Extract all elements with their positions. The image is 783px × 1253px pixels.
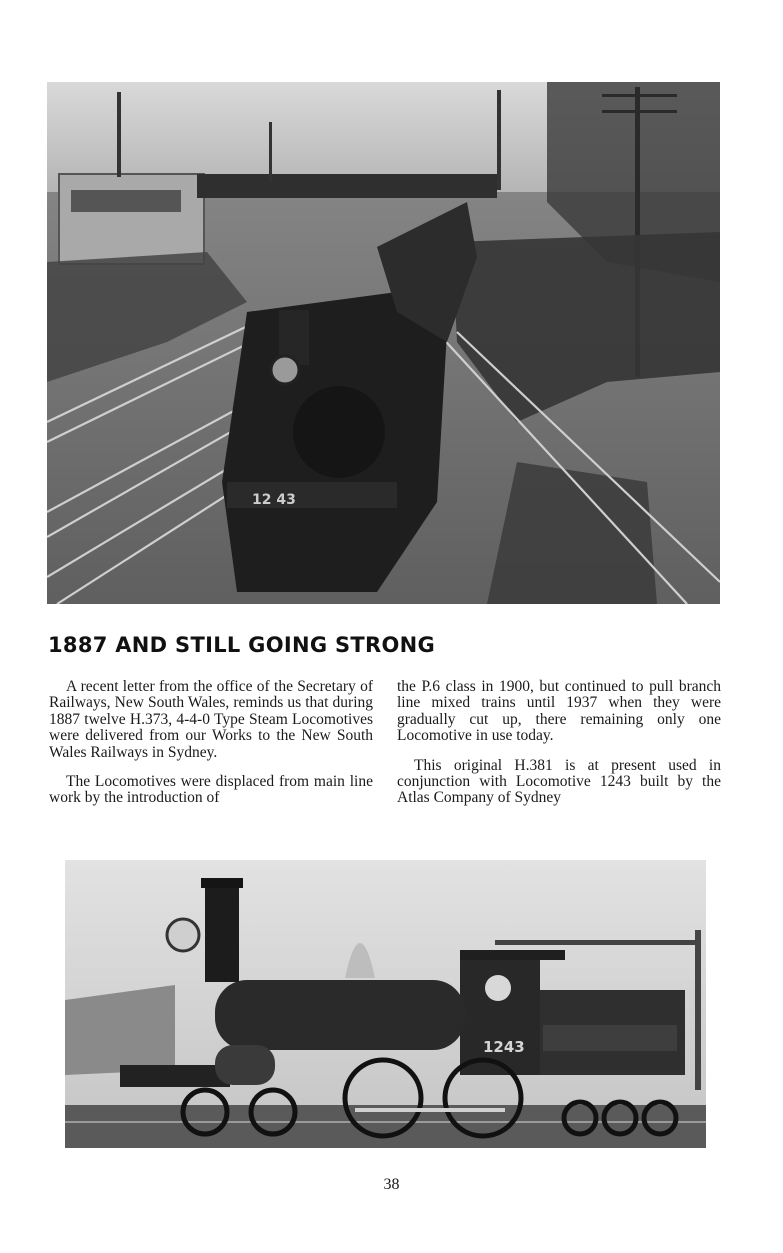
photo-crowd-locomotive bbox=[47, 82, 720, 604]
paragraph: the P.6 class in 1900, but continued to pull branch line mixed trains until 1937 when they were gradually cut up, there remaining only one Locomotive in use today. bbox=[397, 678, 721, 745]
paragraph: A recent letter from the office of the Secretary of Railways, New South Wales, reminds us that during 1887 twelve H.373, 4-4-0 Type Steam Locomotives were delivered from our Works to the New South Wales Railways in Sydney. bbox=[49, 678, 373, 761]
paragraph: This original H.381 is at present used in conjunction with Locomotive 1243 built by the Atlas Company of Sydney bbox=[397, 756, 721, 807]
locomotive-number-top: 12 43 bbox=[252, 492, 296, 508]
locomotive-number-bottom: 1243 bbox=[483, 1038, 525, 1056]
text-column-right bbox=[397, 679, 721, 820]
paragraph: The Locomotives were displaced from main line work by the introduction of bbox=[49, 773, 373, 807]
photo-locomotive-1243-drawing bbox=[65, 860, 706, 1148]
text-column-left bbox=[49, 679, 373, 820]
page-number: 38 bbox=[383, 1176, 400, 1193]
photo-crowd-locomotive-drawing bbox=[47, 82, 720, 604]
article-heading: 1887 AND STILL GOING STRONG bbox=[48, 633, 436, 657]
photo-locomotive-1243 bbox=[65, 860, 706, 1148]
